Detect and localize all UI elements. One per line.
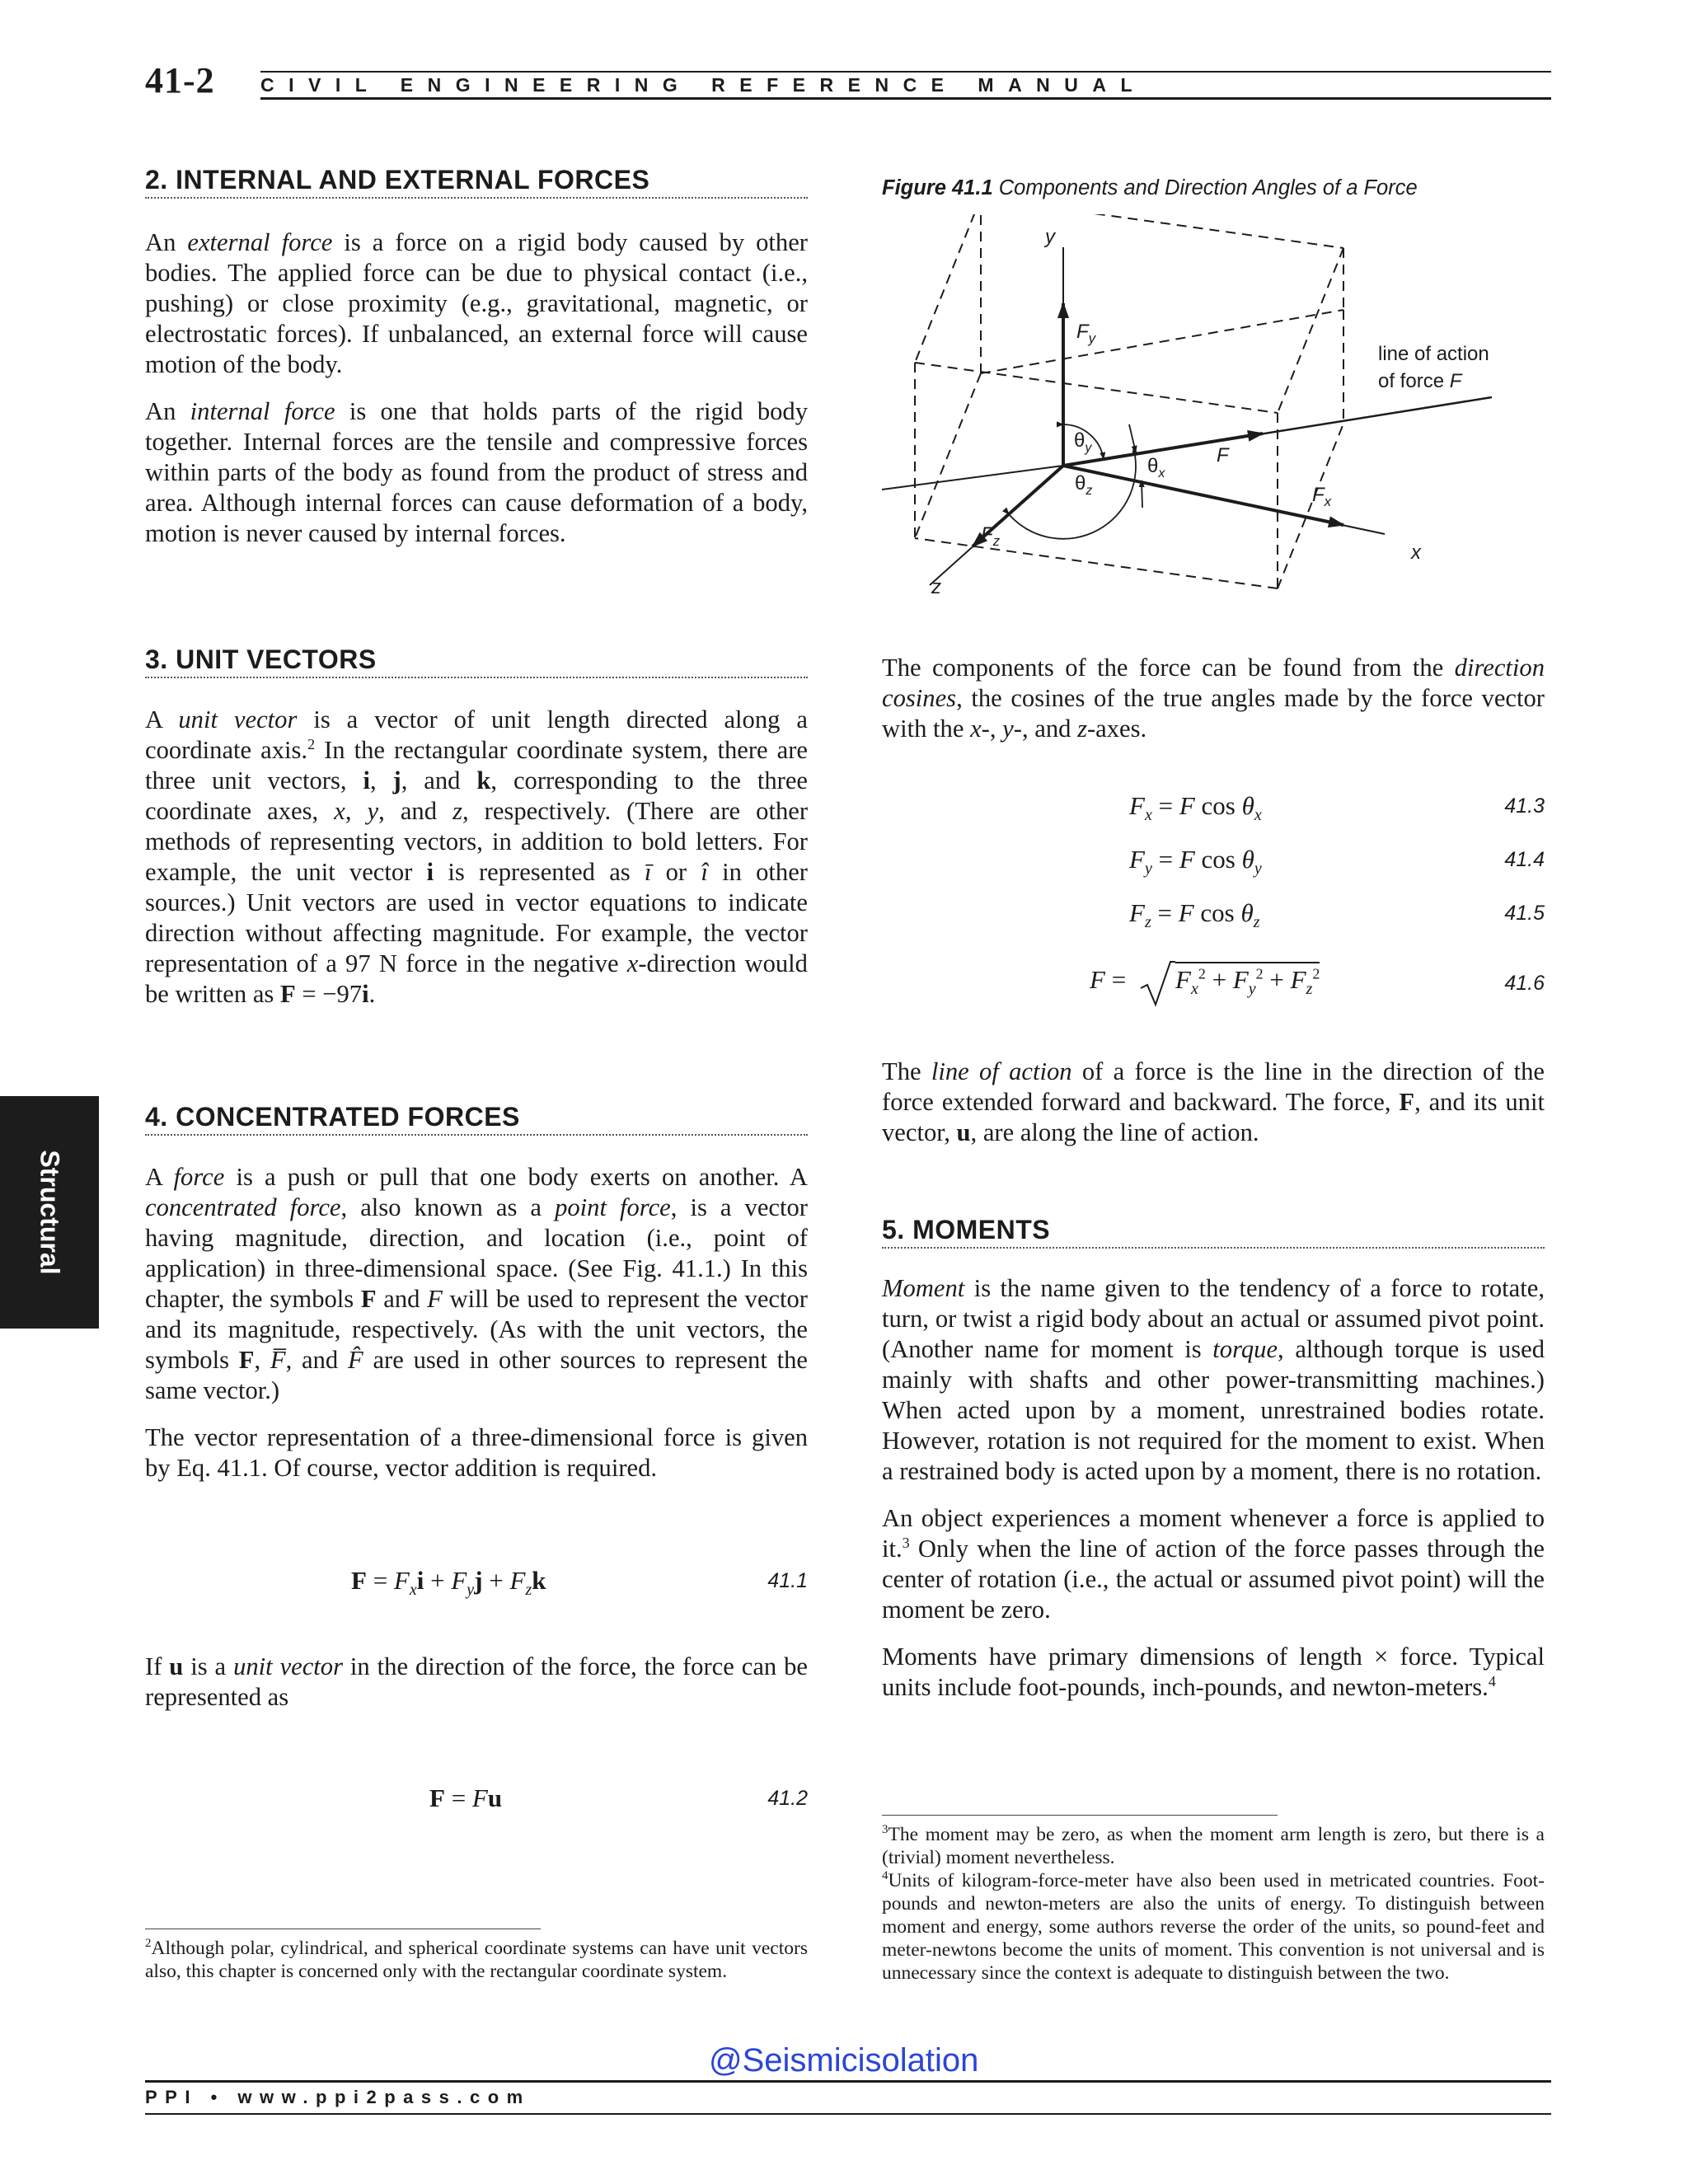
section-heading-moments: 5. MOMENTS [882, 1215, 1545, 1249]
paragraph: Moment is the name given to the tendency of a force to rotate, turn, or twist a rigid body about an actual or assumed pivot point. (Another name for moment is torque, although torque is used mainly with shafts and other power-transmitting machines.) When acted upon by a moment, unrestrained bodies rotate. However, rotation is not required for the moment to exist. When a restrained body is acted upon by a moment, there is no rotation. [882, 1274, 1545, 1485]
sqrt-sign [1139, 960, 1175, 1008]
axes [882, 247, 1385, 585]
line-of-action-label-2: of force F [1378, 370, 1462, 392]
equation-41-3: $F_x = F$ $\cos \theta_x$ 41.3 [1129, 791, 1545, 825]
figure-caption [882, 176, 1418, 200]
footnote-4: $^4$Units of kilogram-force-meter have also been used in metricated countries. Foot-pounds and newton-meters are also the units of energy. To distinguish between moment and energy, some authors reverse the order of the units, so pound-feet and meter-newtons become the units of moment. This convention is not universal and is unnecessary since the context is adequate to distinguish between the two. [882, 1869, 1545, 1984]
chapter-side-tab [0, 1096, 99, 1329]
fz-label: $F_z$ [981, 523, 1001, 549]
fy-label: $F_y$ [1076, 321, 1096, 346]
equation-41-4: $F_y = F$ $\cos \theta_y$ 41.4 [1129, 845, 1545, 879]
equation-41-2: F = Fu 41.2 [429, 1783, 808, 1812]
equation-41-1: $F = F_xi + F_yj + F_zk$ 41.1 [351, 1566, 808, 1600]
section-heading-concentrated-forces: 4. CONCENTRATED FORCES [145, 1102, 808, 1136]
paragraph: A unit vector is a vector of unit length directed along a coordinate axis.$^2$ In the rectangular coordinate system, there are three unit vectors, i, j, and k, corresponding to the three coordinate axes, x, y, and z, respectively. (There are other methods of representing vectors, in addition to bold letters. For example, the unit vector i is represented as ī or î in other sources.) Unit vectors are used in vector equations to indicate direction without affecting magnitude. For example, the vector representation of a 97 N force in the negative x-direction would be written as F = −97i. [145, 705, 809, 1008]
paragraph: An object experiences a moment whenever a force is applied to it.$^3$ Only when the line of action of the force passes through the center of rotation (i.e., the actual or assumed pivot point) will the moment be zero. [882, 1504, 1545, 1624]
theta-y-label: $\theta_y$ [1074, 429, 1092, 455]
section-body-3 [145, 705, 808, 1010]
fx-label: $F_x$ [1312, 484, 1332, 509]
paragraph: An external force is a force on a rigid body caused by other bodies. The applied force can be due to physical contact (i.e., pushing) or close proximity (e.g., gravitational, magnetic, or electrostatic forces). If unbalanced, an external force will cause motion of the body. [145, 228, 808, 378]
section-body-4 [145, 1162, 808, 1483]
paragraph: A force is a push or pull that one body exerts on another. A concentrated force, also known as a point force, is a vector having magnitude, direction, and location (i.e., point of application) in three-dimensional space. (See Fig. 41.1.) In this chapter, the symbols F and F will be used to represent the vector and its magnitude, respectively. (As with the unit vectors, the symbols F, F̅, and F̂ are used in other sources to represent the same vector.) [145, 1163, 808, 1404]
z-axis-label: z [931, 576, 941, 598]
equation-number: 41.2 [767, 1787, 808, 1810]
direction-cosines-text [882, 653, 1545, 744]
header-rule-bottom [260, 97, 1551, 100]
equation-number: 41.4 [1504, 848, 1545, 871]
dashed-box [915, 214, 1343, 588]
running-title: CIVIL ENGINEERING REFERENCE MANUAL [260, 74, 1147, 96]
paragraph: The vector representation of a three-dimensional force is given by Eq. 41.1. Of course, vector addition is required. [145, 1423, 808, 1482]
page-number: 41-2 [145, 60, 215, 101]
equation-number: 41.3 [1504, 794, 1545, 818]
paragraph: The line of action of a force is the line in the direction of the force extended forward and backward. The force, F, and its unit vector, u, are along the line of action. [882, 1057, 1545, 1146]
section-body-4-cont [145, 1652, 808, 1713]
theta-z-label: $\theta_z$ [1075, 472, 1093, 498]
footnote-3: $^3$The moment may be zero, as when the moment arm length is zero, but there is a (trivial) moment nevertheless. [882, 1823, 1545, 1868]
paragraph: An internal force is one that holds parts of the rigid body together. Internal forces are the tensile and compressive forces within parts of the body as found from the product of stress and area. Although internal forces can cause deformation of a body, motion is never caused by internal forces. [145, 397, 809, 547]
footer-rule-top [145, 2080, 1551, 2083]
equation-number: 41.6 [1504, 972, 1545, 995]
section-body-2 [145, 227, 808, 549]
paragraph: If u is a unit vector in the direction of the force, the force can be represented as [145, 1652, 808, 1711]
equation-41-6: F = $F_x^2 + F_y^2 + F_z^2$ 41.6 [882, 960, 1545, 1010]
figure-caption-text: Components and Direction Angles of a Force [998, 176, 1418, 199]
equation-number: 41.5 [1504, 902, 1545, 925]
footnote-2: $^2$Although polar, cylindrical, and spherical coordinate systems can have unit vectors also, this chapter is concerned only with the rectangular coordinate system. [145, 1937, 808, 1982]
section-heading-internal-external-forces: 2. INTERNAL AND EXTERNAL FORCES [145, 165, 808, 199]
side-tab-label: Structural [35, 1150, 65, 1275]
y-axis-label: y [1045, 226, 1055, 248]
footer-publisher-url: PPI • www.ppi2pass.com [145, 2087, 531, 2107]
theta-x-tick-top [1129, 424, 1136, 452]
footer-rule-bottom [145, 2113, 1551, 2115]
f-label: F [1217, 444, 1229, 466]
figure-label: Figure 41.1 [882, 176, 993, 199]
line-of-action-text [882, 1057, 1545, 1148]
force-components-diagram [882, 214, 1550, 610]
fx-vector [1063, 466, 1343, 525]
theta-z-arc [1009, 448, 1136, 539]
footnote-rule [882, 1815, 1278, 1816]
paragraph: The components of the force can be found from the direction cosines, the cosines of the true angles made by the force vector with the x-, y-, and z-axes. [882, 654, 1545, 743]
line-of-action-label-1: line of action [1378, 343, 1489, 365]
paragraph: Moments have primary dimensions of length × force. Typical units include foot-pounds, inch-pounds, and newton-meters.$^4$ [882, 1643, 1545, 1701]
section-body-5 [882, 1273, 1545, 1703]
header-rule-top [260, 71, 1551, 73]
equation-number: 41.1 [767, 1569, 808, 1592]
x-axis-label: x [1411, 541, 1421, 564]
section-heading-unit-vectors: 3. UNIT VECTORS [145, 644, 808, 678]
watermark: @Seismicisolation [709, 2042, 979, 2079]
theta-x-label: $\theta_x$ [1147, 455, 1165, 480]
equation-41-5: $F_z = F$ $\cos \theta_z$ 41.5 [1129, 898, 1545, 932]
